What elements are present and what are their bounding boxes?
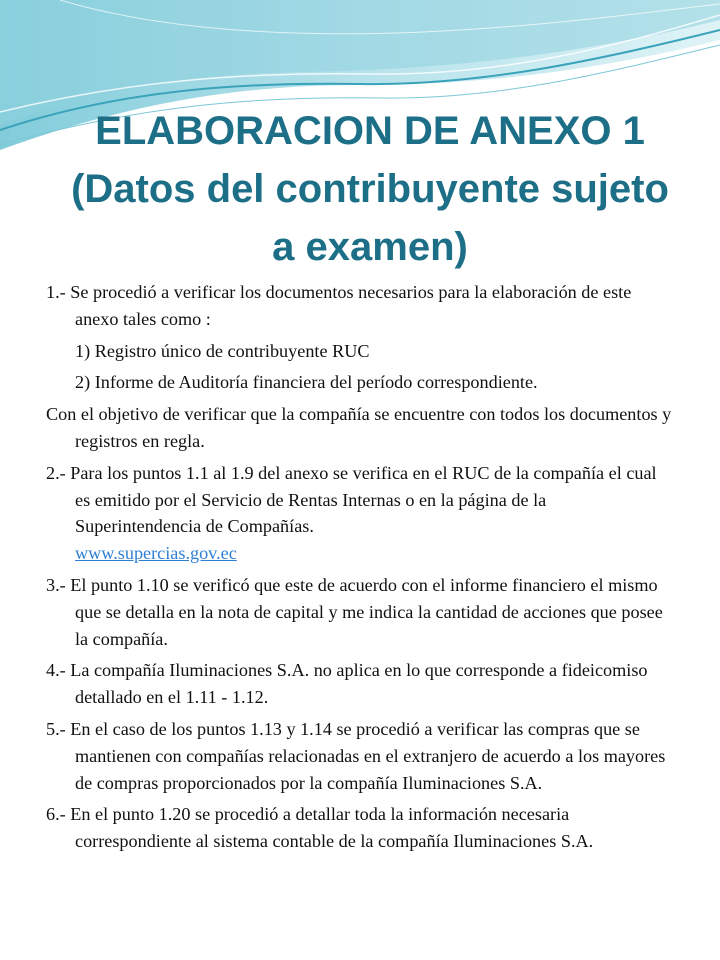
paragraph-4: 4.- La compañía Iluminaciones S.A. no aplica en lo que corresponde a fideicomiso detallado en el 1.11 - 1.12.: [46, 660, 648, 708]
list-item-ruc: 1) Registro único de contribuyente RUC: [75, 340, 370, 361]
body-content: [46, 279, 676, 860]
paragraph-3: 3.- El punto 1.10 se verificó que este de acuerdo con el informe financiero el mismo que se detalla en la nota de capital y me indica la cantidad de acciones que posee la compañía.: [46, 574, 663, 649]
title-line-3: a examen): [272, 225, 468, 269]
title-line-1: ELABORACION DE ANEXO 1: [95, 109, 645, 153]
paragraph-1: 1.- Se procedió a verificar los documentos necesarios para la elaboración de este anexo tales como :: [46, 282, 632, 329]
paragraph-objetivo: Con el objetivo de verificar que la compañía se encuentre con todos los documentos y registros en regla.: [46, 404, 672, 451]
supercias-link[interactable]: www.supercias.gov.ec: [75, 543, 237, 564]
paragraph-6: 6.- En el punto 1.20 se procedió a detallar toda la información necesaria correspondiente al sistema contable de la compañía Iluminaciones S.A.: [46, 804, 594, 852]
paragraph-2: [46, 460, 676, 567]
list-item-informe: 2) Informe de Auditoría financiera del período correspondiente.: [75, 372, 538, 393]
title-line-2: (Datos del contribuyente sujeto: [71, 167, 669, 211]
paragraph-5: 5.- En el caso de los puntos 1.13 y 1.14 se procedió a verificar las compras que se mantienen con compañías relacionadas en el extranjero de acuerdo a los mayores de compras proporcionados por la compañía Iluminaciones S.A.: [46, 718, 666, 793]
paragraph-2-text: 2.- Para los puntos 1.1 al 1.9 del anexo se verifica en el RUC de la compañía el cual es emitido por el Servicio de Rentas Internas o en la página de la Superintendencia de Compañías.: [46, 462, 657, 537]
page-title: [40, 102, 700, 276]
